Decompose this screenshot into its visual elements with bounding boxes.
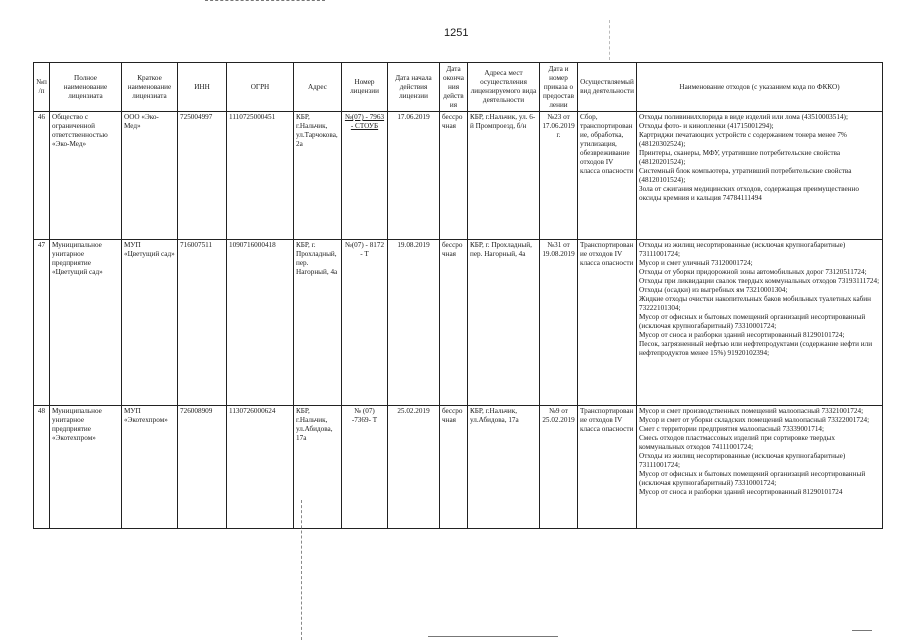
short-name-cell: МУП «Экотехпром» <box>122 406 178 529</box>
table-row <box>34 406 883 529</box>
waste-item: Мусор от сноса и разборки зданий несортированный 81290101724; <box>639 331 845 339</box>
scan-artifact-line <box>301 500 302 640</box>
order-cell: №23 от 17.06.2019 г. <box>540 112 578 240</box>
activity-address-cell: КБР, г.Нальчик, ул. 6-й Промпроезд, б/н <box>468 112 540 240</box>
license-cell: №(07) - 7963 - СТОУБ <box>342 112 388 240</box>
full-name-cell: Муниципальное унитарное предприятие «Экотехпром» <box>50 406 122 529</box>
ogrn-cell: 1110725000451 <box>227 112 294 240</box>
table-row <box>34 112 883 240</box>
start-date-cell: 19.08.2019 <box>388 240 440 406</box>
address-cell: КБР, г.Нальчик, ул.Абидова, 17а <box>294 406 342 529</box>
end-date-cell: бессрочная <box>440 406 468 529</box>
row-num: 47 <box>34 240 50 406</box>
waste-item: Отходы (осадки) из выгребных ям 73210001304; <box>639 286 788 294</box>
waste-item: Отходы при ликвидации свалок твердых коммунальных отходов 73193111724; <box>639 277 880 285</box>
start-date-cell: 17.06.2019 <box>388 112 440 240</box>
full-name-cell: Муниципальное унитарное предприятие «Цветущий сад» <box>50 240 122 406</box>
activity-cell: Сбор, транспортирование, обработка, утилизация, обезвреживание отходов IV класса опасности <box>578 112 637 240</box>
ogrn-cell: 1130726000624 <box>227 406 294 529</box>
license-cell: №(07) - 8172 - Т <box>342 240 388 406</box>
col-header-activity-address: Адреса мест осуществления лицензируемого вида деятельности <box>468 63 540 112</box>
activity-address-cell: КБР, г.Нальчик, ул.Абидова, 17а <box>468 406 540 529</box>
waste-item: Зола от сжигания медицинских отходов, содержащая преимущественно оксиды кремния и кальция 74784111494 <box>639 185 859 202</box>
activity-cell: Транспортирование отходов IV класса опасности <box>578 240 637 406</box>
order-cell: №9 от 25.02.2019 <box>540 406 578 529</box>
waste-item: Картриджи печатающих устройств с содержанием тонера менее 7% (48120302524); <box>639 131 847 148</box>
waste-item: Отходы фото- и кинопленки (41715001294); <box>639 122 774 130</box>
col-header-start: Дата начала действия лицензии <box>388 63 440 112</box>
inn-cell: 725004997 <box>178 112 227 240</box>
waste-item: Мусор и смет уличный 73120001724; <box>639 259 753 267</box>
activity-cell: Транспортирование отходов IV класса опасности <box>578 406 637 529</box>
waste-item: Отходы из жилищ несортированные (исключая крупногабаритные) 73111001724; <box>639 452 846 469</box>
scan-artifact-line <box>609 20 610 60</box>
col-header-full-name: Полное наименование лицензиата <box>50 63 122 112</box>
inn-cell: 716007511 <box>178 240 227 406</box>
table-row <box>34 240 883 406</box>
inn-cell: 726008909 <box>178 406 227 529</box>
waste-item: Мусор и смет от уборки складских помещений малоопасный 73322001724; <box>639 416 870 424</box>
row-num: 46 <box>34 112 50 240</box>
wastes-cell <box>637 112 883 240</box>
waste-item: Принтеры, сканеры, МФУ, утратившие потребительские свойства (48120201524); <box>639 149 841 166</box>
waste-item: Песок, загрязненный нефтью или нефтепродуктами (содержание нефти или нефтепродуктов менее 15%) 91920102394; <box>639 340 873 357</box>
bottom-scan-mark <box>428 636 558 637</box>
short-name-cell: МУП «Цветущий сад» <box>122 240 178 406</box>
col-header-num: №п/п <box>34 63 50 112</box>
col-header-end: Дата окончания действия <box>440 63 468 112</box>
waste-item: Отходы поливинилхлорида в виде изделий или лома (43510003514); <box>639 113 848 121</box>
waste-item: Отходы от уборки придорожной зоны автомобильных дорог 73120511724; <box>639 268 867 276</box>
col-header-activity: Осуществляемый вид деятельности <box>578 63 637 112</box>
waste-item: Мусор от офисных и бытовых помещений организаций несортированный (исключая крупногабаритный) 73310001724; <box>639 470 866 487</box>
address-cell: КБР, г. Прохладный, пер. Нагорный, 4а <box>294 240 342 406</box>
start-date-cell: 25.02.2019 <box>388 406 440 529</box>
waste-item: Отходы из жилищ несортированные (исключая крупногабаритные) 73111001724; <box>639 241 846 258</box>
col-header-short-name: Краткое наименование лицензиата <box>122 63 178 112</box>
col-header-wastes: Наименование отходов (с указанием кода по ФККО) <box>637 63 883 112</box>
short-name-cell: ООО «Эко-Мед» <box>122 112 178 240</box>
waste-item: Мусор от офисных и бытовых помещений организаций несортированный (исключая крупногабаритный) 73310001724; <box>639 313 866 330</box>
license-registry-table <box>33 62 883 529</box>
order-cell: №31 от 19.08.2019 <box>540 240 578 406</box>
col-header-order: Дата и номер приказа о предоставлении <box>540 63 578 112</box>
ogrn-cell: 1090716000418 <box>227 240 294 406</box>
full-name-cell: Общество с ограниченной ответственностью «Эко-Мед» <box>50 112 122 240</box>
header-row <box>34 63 883 112</box>
activity-address-cell: КБР, г. Прохладный, пер. Нагорный, 4а <box>468 240 540 406</box>
waste-item: Системный блок компьютера, утративший потребительские свойства (48120101524); <box>639 167 852 184</box>
waste-item: Жидкие отходы очистки накопительных баков мобильных туалетных кабин 73222101304; <box>639 295 871 312</box>
col-header-address: Адрес <box>294 63 342 112</box>
row-num: 48 <box>34 406 50 529</box>
waste-item: Смет с территории предприятия малоопасный 73339001714; <box>639 425 825 433</box>
wastes-cell <box>637 240 883 406</box>
address-cell: КБР, г.Нальчик, ул.Тарчокова, 2а <box>294 112 342 240</box>
wastes-cell <box>637 406 883 529</box>
license-cell: № (07) -7369- Т <box>342 406 388 529</box>
end-date-cell: бессрочная <box>440 112 468 240</box>
col-header-ogrn: ОГРН <box>227 63 294 112</box>
page-number: 1251 <box>444 27 469 39</box>
col-header-inn: ИНН <box>178 63 227 112</box>
end-date-cell: бессрочная <box>440 240 468 406</box>
waste-item: Мусор от сноса и разборки зданий несортированный 81290101724 <box>639 488 843 496</box>
col-header-license: Номер лицензии <box>342 63 388 112</box>
waste-item: Мусор и смет производственных помещений малоопасный 73321001724; <box>639 407 864 415</box>
bottom-scan-mark <box>852 630 872 631</box>
top-scan-mark <box>205 0 325 5</box>
waste-item: Смесь отходов пластмассовых изделий при сортировке твердых коммунальных отходов 74111001724; <box>639 434 835 451</box>
